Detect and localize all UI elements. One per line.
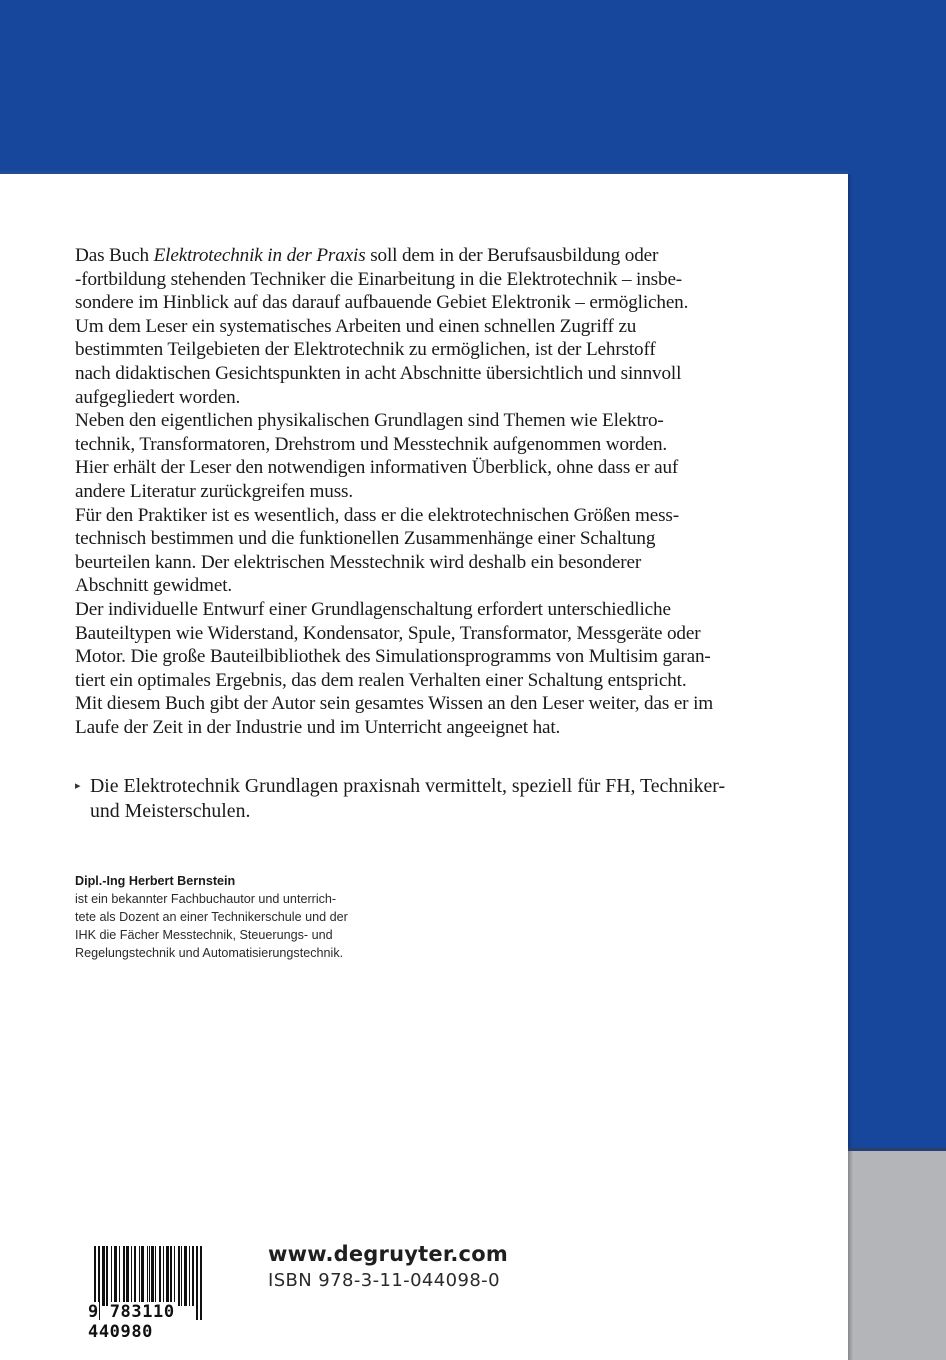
highlight-line: Die Elektrotechnik Grundlagen praxisnah vermittelt, speziell für FH, Techniker- [90, 775, 726, 797]
book-title-italic: Elektrotechnik in der Praxis [153, 245, 366, 266]
author-bio-line: IHK die Fächer Messtechnik, Steuerungs- und [75, 928, 333, 942]
highlight-line: und Meisterschulen. [90, 800, 251, 822]
highlight-bullet [75, 774, 795, 824]
blurb-line: Hier erhält der Leser den notwendigen informativen Überblick, ohne dass er auf [75, 457, 679, 479]
blurb-line: Für den Praktiker ist es wesentlich, dass er die elektrotechnischen Größen mess- [75, 504, 679, 526]
blurb-line: technisch bestimmen und die funktionellen Zusammenhänge einer Schaltung [75, 528, 656, 550]
blurb-line: bestimmten Teilgebieten der Elektrotechnik zu ermöglichen, ist der Lehrstoff [75, 339, 656, 361]
triangle-bullet-icon: ▸ [75, 780, 81, 792]
blurb-line: tiert ein optimales Ergebnis, das dem realen Verhalten einer Schaltung entspricht. [75, 669, 687, 691]
blurb-line: Um dem Leser ein systematisches Arbeiten und einen schnellen Zugriff zu [75, 315, 637, 337]
blurb-line: Mit diesem Buch gibt der Autor sein gesamtes Wissen an den Leser weiter, das er im [75, 693, 714, 715]
cover-right-band [848, 0, 946, 1148]
gray-band-shadow-left [848, 1148, 853, 1360]
blurb-text [75, 244, 795, 739]
gray-band-shadow-top [848, 1148, 946, 1151]
blurb-line: Der individuelle Entwurf einer Grundlagenschaltung erfordert unterschiedliche [75, 598, 671, 620]
blurb-line: sondere im Hinblick auf das darauf aufbauende Gebiet Elektronik – ermöglichen. [75, 292, 689, 314]
blurb-line: -fortbildung stehenden Techniker die Einarbeitung in die Elektrotechnik – insbe- [75, 268, 683, 290]
isbn-barcode [88, 1246, 248, 1342]
blurb-line: Neben den eigentlichen physikalischen Grundlagen sind Themen wie Elektro- [75, 410, 664, 432]
blurb-line: nach didaktischen Gesichtspunkten in acht Abschnitte übersichtlich und sinnvoll [75, 362, 682, 384]
author-bio-line: tete als Dozent an einer Technikerschule und der [75, 910, 348, 924]
blurb-line: Abschnitt gewidmet. [75, 575, 233, 597]
blurb-line: beurteilen kann. Der elektrischen Messtechnik wird deshalb ein besonderer [75, 551, 642, 573]
author-bio-line: Regelungstechnik und Automatisierungstechnik. [75, 946, 344, 960]
blurb-line: aufgegliedert worden. [75, 386, 241, 408]
blurb-line: Motor. Die große Bauteilbibliothek des Simulationsprogramms von Multisim garan- [75, 646, 711, 668]
blurb-line: Bauteiltypen wie Widerstand, Kondensator, Spule, Transformator, Messgeräte oder [75, 622, 701, 644]
spine-gray-band [848, 1148, 946, 1360]
publisher-url[interactable]: www.degruyter.com [268, 1242, 508, 1266]
barcode-digits: 9 783110 440980 [88, 1302, 175, 1342]
right-band-shadow [848, 174, 852, 1148]
author-name: Dipl.-Ing Herbert Bernstein [75, 874, 236, 888]
isbn-number: ISBN 978-3-11-044098-0 [268, 1270, 500, 1291]
cover-top-band [0, 0, 946, 174]
author-bio [75, 872, 435, 962]
blurb-line: Das Buch Elektrotechnik in der Praxis soll dem in der Berufsausbildung oder [75, 245, 659, 266]
blurb-line: technik, Transformatoren, Drehstrom und Messtechnik aufgenommen worden. [75, 433, 668, 455]
author-bio-line: ist ein bekannter Fachbuchautor und unterrich- [75, 892, 337, 906]
blurb-line: Laufe der Zeit in der Industrie und im Unterricht angeeignet hat. [75, 716, 561, 738]
blurb-line: andere Literatur zurückgreifen muss. [75, 480, 354, 502]
